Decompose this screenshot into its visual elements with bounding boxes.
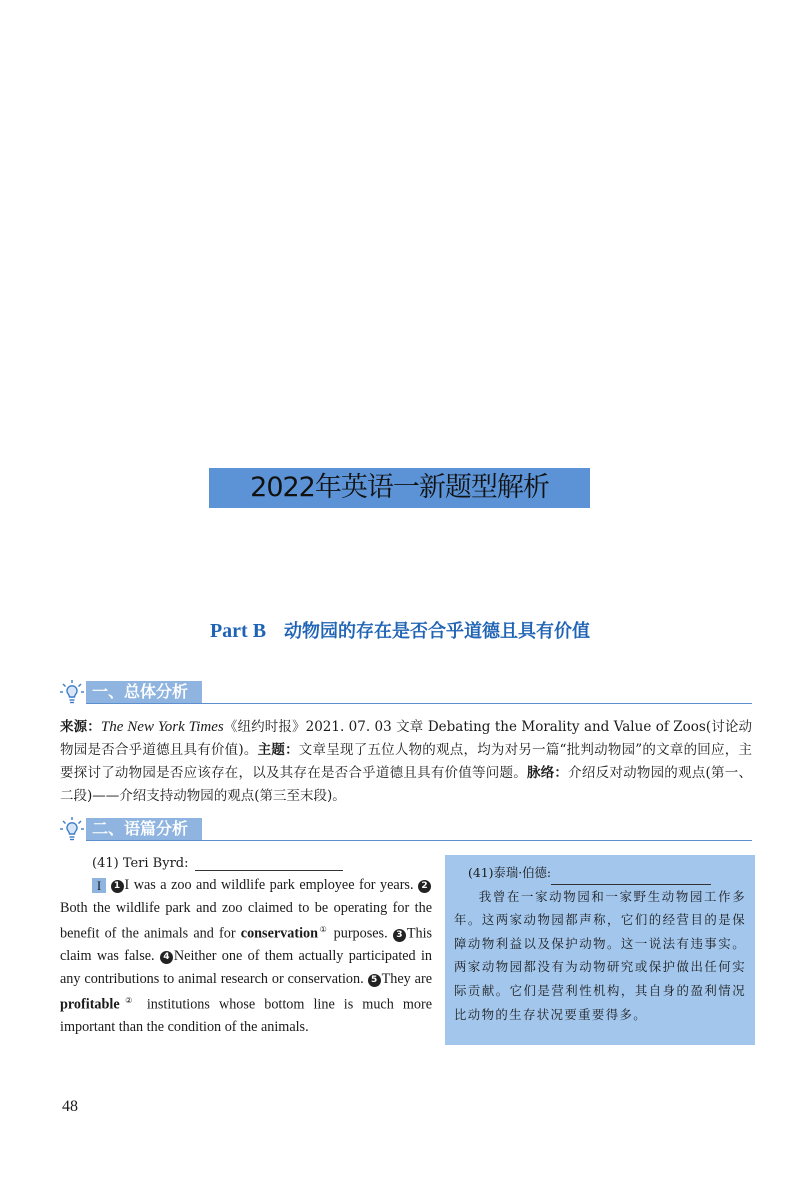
footnote-marker: ②: [119, 996, 138, 1006]
context-label: 脉络：: [526, 765, 569, 781]
part-heading: [0, 617, 800, 643]
translation-label: (41)泰瑞·伯德:: [454, 861, 746, 885]
page-title: 2022年英语一新题型解析: [209, 468, 590, 508]
theme-label: 主题：: [257, 742, 299, 758]
sentence-number: 4: [160, 951, 173, 964]
footnote-marker: ①: [318, 925, 329, 934]
lightbulb-icon: [58, 678, 86, 706]
question-label: [92, 856, 343, 871]
sentence-number: 2: [418, 880, 431, 893]
key-word: profitable: [60, 996, 120, 1013]
sentence-number: 1: [111, 880, 124, 893]
context-text: 介绍反对动物园的观点(第一、二段)——介绍支持动物园的观点(第三至末段)。: [60, 765, 752, 804]
translation-text: 我曾在一家动物园和一家野生动物园工作多年。这两家动物园都声称，它们的经营目的是保障动物利益以及保护动物。这一说法有违事实。两家动物园都没有为动物研究或保护做出任何实际贡献。它们是营利性机构，其自身的盈利情况比动物的生存状况要重要得多。: [454, 888, 746, 1022]
sentence-number: 5: [368, 974, 381, 987]
source-publication: The New York Times: [100, 719, 224, 735]
lightbulb-icon: [58, 815, 86, 843]
key-word: conservation: [240, 925, 319, 942]
sentence-number: 3: [393, 929, 406, 942]
english-passage: [60, 874, 432, 1039]
sentence: This claim was false.: [60, 925, 433, 965]
source-detail: 《纽约时报》2021. 07. 03 文章 Debating the Morality and Value of Zoos(讨论动物园是否合乎道德且具有价值)。: [60, 719, 752, 758]
answer-blank: [195, 856, 343, 871]
sentence: Neither one of them actually participated in any contributions to animal research or conservation.: [60, 948, 433, 987]
section-rule: [86, 840, 752, 841]
sentence: Both the wildlife park and zoo claimed to be operating for the benefit of the animals and for: [60, 899, 432, 942]
sentence: They are: [381, 970, 433, 987]
paragraph-marker: I: [92, 878, 106, 893]
translation-blank: [551, 870, 711, 885]
question-number: (41) Teri Byrd:: [92, 856, 189, 871]
part-title: 动物园的存在是否合乎道德且具有价值: [284, 621, 591, 642]
page-number: 48: [62, 1098, 78, 1115]
section-label: 二、语篇分析: [86, 818, 202, 840]
section-rule: [86, 703, 752, 704]
overview-paragraph: [60, 716, 752, 808]
translation-box: [445, 855, 755, 1045]
section-label: 一、总体分析: [86, 681, 202, 703]
section-overview-heading: [58, 678, 752, 706]
sentence: I was a zoo and wildlife park employee for years.: [124, 877, 414, 893]
sentence: purposes.: [333, 925, 388, 942]
theme-text: 文章呈现了五位人物的观点，均为对另一篇“批判动物园”的文章的回应，主要探讨了动物园是否应该存在，以及其存在是否合乎道德且具有价值等问题。: [60, 742, 752, 781]
sentence: institutions whose bottom line is much more important than the condition of the animals.: [60, 996, 433, 1036]
part-label: Part B: [209, 620, 267, 642]
source-label: 来源：: [60, 719, 101, 735]
section-passage-heading: [58, 815, 752, 843]
